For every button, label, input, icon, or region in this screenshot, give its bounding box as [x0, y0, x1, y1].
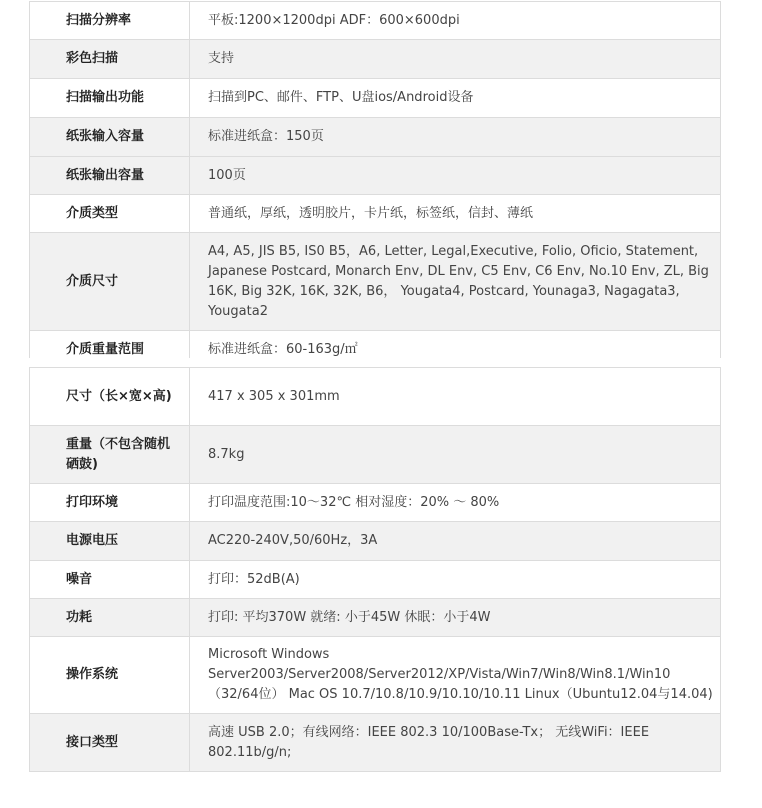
spec-label: 操作系统	[30, 637, 190, 714]
spec-value: 标准进纸盒：60-163g/㎡	[190, 331, 721, 369]
spec-row-os	[30, 637, 721, 714]
spec-label: 功耗	[30, 599, 190, 637]
spec-table-bottom	[29, 367, 721, 772]
table-gap	[29, 358, 721, 367]
spec-value: 打印: 平均370W 就绪: 小于45W 休眠：小于4W	[190, 599, 721, 637]
spec-label: 介质重量范围	[30, 331, 190, 369]
spec-row-interface	[30, 714, 721, 772]
spec-value: Microsoft Windows Server2003/Server2008/Server2012/XP/Vista/Win7/Win8/Win8.1/Win10（32/64位） Mac OS 10.7/10.8/10.9/10.10/10.11 Linux（Ubuntu12.04与14.04)	[190, 637, 721, 714]
spec-label: 纸张输入容量	[30, 118, 190, 157]
spec-row-media-type	[30, 195, 721, 233]
spec-label: 纸张输出容量	[30, 157, 190, 195]
spec-row-power-voltage	[30, 522, 721, 561]
spec-label: 接口类型	[30, 714, 190, 772]
spec-value: 支持	[190, 40, 721, 79]
spec-label: 重量（不包含随机硒鼓)	[30, 426, 190, 484]
spec-row-input-capacity	[30, 118, 721, 157]
spec-value: AC220-240V,50/60Hz，3A	[190, 522, 721, 561]
spec-label: 打印环境	[30, 484, 190, 522]
spec-row-environment	[30, 484, 721, 522]
spec-label: 电源电压	[30, 522, 190, 561]
spec-value: 100页	[190, 157, 721, 195]
spec-value: 普通纸，厚纸，透明胶片，卡片纸，标签纸，信封、薄纸	[190, 195, 721, 233]
spec-table-top	[29, 1, 721, 369]
spec-value: 8.7kg	[190, 426, 721, 484]
spec-row-scan-output	[30, 79, 721, 118]
spec-row-noise	[30, 561, 721, 599]
spec-row-dimensions	[30, 368, 721, 426]
spec-label: 介质类型	[30, 195, 190, 233]
spec-row-color-scan	[30, 40, 721, 79]
spec-value: 平板:1200×1200dpi ADF：600×600dpi	[190, 2, 721, 40]
spec-value: A4, A5, JIS B5, IS0 B5，A6, Letter, Legal,Executive, Folio, Oficio, Statement, Japanese Postcard, Monarch Env, DL Env, C5 Env, C6 Env, No.10 Env, ZL, Big 16K, Big 32K, 16K, 32K, B6， Yougata4, Postcard, Younaga3, Nagagata3, Yougata2	[190, 233, 721, 331]
spec-row-power-consumption	[30, 599, 721, 637]
spec-row-weight	[30, 426, 721, 484]
spec-value: 打印：52dB(A)	[190, 561, 721, 599]
spec-value: 417 x 305 x 301mm	[190, 368, 721, 426]
spec-label: 扫描分辨率	[30, 2, 190, 40]
spec-value: 高速 USB 2.0；有线网络：IEEE 802.3 10/100Base-Tx； 无线WiFi：IEEE 802.11b/g/n;	[190, 714, 721, 772]
spec-value: 标准进纸盒：150页	[190, 118, 721, 157]
spec-value: 打印温度范围:10～32℃ 相对湿度：20% ～ 80%	[190, 484, 721, 522]
spec-label: 彩色扫描	[30, 40, 190, 79]
spec-row-output-capacity	[30, 157, 721, 195]
spec-label: 尺寸（长×宽×高)	[30, 368, 190, 426]
spec-row-scan-resolution	[30, 2, 721, 40]
spec-label: 扫描输出功能	[30, 79, 190, 118]
spec-row-media-size	[30, 233, 721, 331]
spec-value: 扫描到PC、邮件、FTP、U盘ios/Android设备	[190, 79, 721, 118]
spec-label: 噪音	[30, 561, 190, 599]
spec-label: 介质尺寸	[30, 233, 190, 331]
